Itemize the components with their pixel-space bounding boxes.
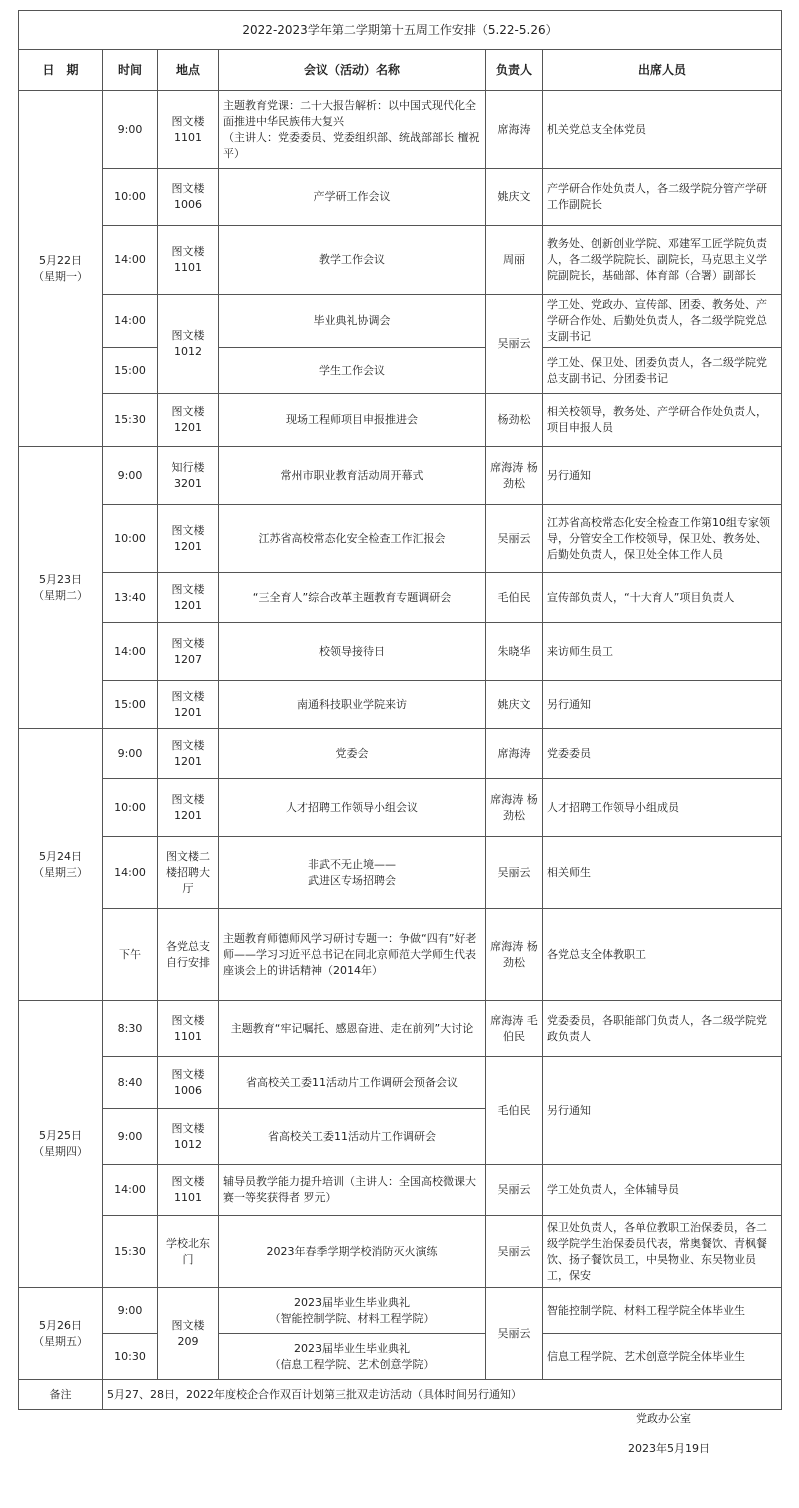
event-name-cell: 2023届毕业生毕业典礼 （智能控制学院、材料工程学院） <box>219 1288 486 1334</box>
event-name-cell: 教学工作会议 <box>219 226 486 295</box>
remarks-text: 5月27、28日，2022年度校企合作双百计划第三批双走访活动（具体时间另行通知） <box>103 1380 782 1410</box>
attendees-cell: 学工处负责人，全体辅导员 <box>543 1165 782 1216</box>
attendees-cell: 党委委员 <box>543 729 782 779</box>
owner-cell: 吴丽云 <box>486 1288 543 1380</box>
place-cell: 图文楼1201 <box>158 505 219 573</box>
owner-cell: 毛伯民 <box>486 573 543 623</box>
event-name-cell: 省高校关工委11活动片工作调研会 <box>219 1109 486 1165</box>
attendees-cell: 保卫处负责人，各单位教职工治保委员，各二级学院学生治保委员代表，常奥餐饮、青枫餐饮、扬子餐饮员工，中昊物业、东吴物业员工，保安 <box>543 1216 782 1288</box>
attendees-cell: 智能控制学院、材料工程学院全体毕业生 <box>543 1288 782 1334</box>
attendees-cell: 相关校领导，教务处、产学研合作处负责人，项目申报人员 <box>543 394 782 447</box>
header-date: 日 期 <box>19 50 103 91</box>
event-name-cell: 主题教育党课：二十大报告解析：以中国式现代化全面推进中华民族伟大复兴 （主讲人：党委委员、党委组织部、统战部部长 檀祝平） <box>219 91 486 169</box>
time-cell: 10:00 <box>103 505 158 573</box>
place-cell: 图文楼1006 <box>158 169 219 226</box>
date-cell: 5月23日 （星期二） <box>19 447 103 729</box>
owner-cell: 吴丽云 <box>486 505 543 573</box>
table-row <box>19 348 782 394</box>
event-name-cell: 南通科技职业学院来访 <box>219 681 486 729</box>
time-cell: 14:00 <box>103 1165 158 1216</box>
owner-cell: 席海涛 毛伯民 <box>486 1001 543 1057</box>
time-cell: 8:30 <box>103 1001 158 1057</box>
event-name-cell: 毕业典礼协调会 <box>219 295 486 348</box>
time-cell: 10:00 <box>103 169 158 226</box>
place-cell: 图文楼209 <box>158 1288 219 1380</box>
place-cell: 图文楼二楼招聘大厅 <box>158 837 219 909</box>
event-name-cell: 学生工作会议 <box>219 348 486 394</box>
date-cell: 5月25日 （星期四） <box>19 1001 103 1288</box>
owner-cell: 席海涛 <box>486 91 543 169</box>
schedule-table <box>18 10 782 1410</box>
attendees-cell: 各党总支全体教职工 <box>543 909 782 1001</box>
owner-cell: 姚庆文 <box>486 169 543 226</box>
place-cell: 图文楼1101 <box>158 226 219 295</box>
event-name-cell: 人才招聘工作领导小组会议 <box>219 779 486 837</box>
owner-cell: 席海涛 杨劲松 <box>486 779 543 837</box>
time-cell: 9:00 <box>103 447 158 505</box>
attendees-cell: 另行通知 <box>543 681 782 729</box>
table-row <box>19 837 782 909</box>
time-cell: 下午 <box>103 909 158 1001</box>
attendees-cell: 产学研合作处负责人，各二级学院分管产学研工作副院长 <box>543 169 782 226</box>
event-name-cell: 江苏省高校常态化安全检查工作汇报会 <box>219 505 486 573</box>
event-name-cell: 主题教育师德师风学习研讨专题一：争做“四有”好老师——学习习近平总书记在同北京师范大学师生代表座谈会上的讲话精神（2014年） <box>219 909 486 1001</box>
time-cell: 14:00 <box>103 295 158 348</box>
table-row <box>19 681 782 729</box>
attendees-cell: 学工处、党政办、宣传部、团委、教务处、产学研合作处、后勤处负责人，各二级学院党总支副书记 <box>543 295 782 348</box>
time-cell: 14:00 <box>103 226 158 295</box>
event-name-cell: 常州市职业教育活动周开幕式 <box>219 447 486 505</box>
owner-cell: 吴丽云 <box>486 837 543 909</box>
owner-cell: 吴丽云 <box>486 1165 543 1216</box>
time-cell: 9:00 <box>103 91 158 169</box>
table-row <box>19 1288 782 1334</box>
time-cell: 9:00 <box>103 1288 158 1334</box>
place-cell: 图文楼1012 <box>158 295 219 394</box>
time-cell: 15:30 <box>103 394 158 447</box>
time-cell: 10:30 <box>103 1334 158 1380</box>
event-name-cell: 非武不无止境—— 武进区专场招聘会 <box>219 837 486 909</box>
place-cell: 图文楼1201 <box>158 681 219 729</box>
table-row <box>19 623 782 681</box>
owner-cell: 杨劲松 <box>486 394 543 447</box>
time-cell: 8:40 <box>103 1057 158 1109</box>
remarks-row <box>19 1380 782 1410</box>
date-cell: 5月26日 （星期五） <box>19 1288 103 1380</box>
attendees-cell: 相关师生 <box>543 837 782 909</box>
attendees-cell: 另行通知 <box>543 447 782 505</box>
event-name-cell: 主题教育“牢记嘱托、感恩奋进、走在前列”大讨论 <box>219 1001 486 1057</box>
table-row <box>19 1165 782 1216</box>
attendees-cell: 人才招聘工作领导小组成员 <box>543 779 782 837</box>
event-name-cell: 产学研工作会议 <box>219 169 486 226</box>
owner-cell: 席海涛 <box>486 729 543 779</box>
time-cell: 10:00 <box>103 779 158 837</box>
place-cell: 图文楼1201 <box>158 729 219 779</box>
event-name-cell: 校领导接待日 <box>219 623 486 681</box>
owner-cell: 周丽 <box>486 226 543 295</box>
place-cell: 图文楼1101 <box>158 91 219 169</box>
attendees-cell: 机关党总支全体党员 <box>543 91 782 169</box>
owner-cell: 吴丽云 <box>486 295 543 394</box>
attendees-cell: 另行通知 <box>543 1057 782 1165</box>
attendees-cell: 来访师生员工 <box>543 623 782 681</box>
place-cell: 图文楼1101 <box>158 1001 219 1057</box>
table-row <box>19 1057 782 1109</box>
event-name-cell: 省高校关工委11活动片工作调研会预备会议 <box>219 1057 486 1109</box>
time-cell: 15:00 <box>103 348 158 394</box>
issuing-office: 党政办公室 <box>636 1412 691 1425</box>
time-cell: 14:00 <box>103 623 158 681</box>
attendees-cell: 教务处、创新创业学院、邓建军工匠学院负责人，各二级学院院长、副院长，马克思主义学院副院长，基础部、体育部（合署）副部长 <box>543 226 782 295</box>
owner-cell: 朱晓华 <box>486 623 543 681</box>
event-name-cell: 辅导员教学能力提升培训（主讲人：全国高校微课大赛一等奖获得者 罗元） <box>219 1165 486 1216</box>
time-cell: 14:00 <box>103 837 158 909</box>
table-row <box>19 226 782 295</box>
table-row <box>19 909 782 1001</box>
place-cell: 图文楼1201 <box>158 573 219 623</box>
header-owner: 负责人 <box>486 50 543 91</box>
event-name-cell: “三全育人”综合改革主题教育专题调研会 <box>219 573 486 623</box>
event-name-cell: 2023届毕业生毕业典礼 （信息工程学院、艺术创意学院） <box>219 1334 486 1380</box>
table-row <box>19 1216 782 1288</box>
schedule-title: 2022-2023学年第二学期第十五周工作安排（5.22-5.26） <box>19 11 782 50</box>
table-row <box>19 169 782 226</box>
place-cell: 图文楼1012 <box>158 1109 219 1165</box>
time-cell: 15:00 <box>103 681 158 729</box>
header-name: 会议（活动）名称 <box>219 50 486 91</box>
date-cell: 5月24日 （星期三） <box>19 729 103 1001</box>
table-row <box>19 447 782 505</box>
place-cell: 知行楼3201 <box>158 447 219 505</box>
attendees-cell: 宣传部负责人，“十大育人”项目负责人 <box>543 573 782 623</box>
place-cell: 图文楼1101 <box>158 1165 219 1216</box>
remarks-label: 备注 <box>19 1380 103 1410</box>
owner-cell: 姚庆文 <box>486 681 543 729</box>
place-cell: 各党总支自行安排 <box>158 909 219 1001</box>
table-row <box>19 295 782 348</box>
table-row <box>19 779 782 837</box>
event-name-cell: 现场工程师项目申报推进会 <box>219 394 486 447</box>
time-cell: 9:00 <box>103 1109 158 1165</box>
table-row <box>19 91 782 169</box>
event-name-cell: 党委会 <box>219 729 486 779</box>
attendees-cell: 学工处、保卫处、团委负责人，各二级学院党总支副书记、分团委书记 <box>543 348 782 394</box>
header-attendees: 出席人员 <box>543 50 782 91</box>
time-cell: 9:00 <box>103 729 158 779</box>
place-cell: 图文楼1006 <box>158 1057 219 1109</box>
header-time: 时间 <box>103 50 158 91</box>
attendees-cell: 党委委员，各职能部门负责人，各二级学院党政负责人 <box>543 1001 782 1057</box>
place-cell: 图文楼1201 <box>158 779 219 837</box>
issue-date: 2023年5月19日 <box>628 1442 710 1455</box>
owner-cell: 吴丽云 <box>486 1216 543 1288</box>
time-cell: 13:40 <box>103 573 158 623</box>
owner-cell: 席海涛 杨劲松 <box>486 447 543 505</box>
table-row <box>19 505 782 573</box>
owner-cell: 毛伯民 <box>486 1057 543 1165</box>
table-row <box>19 729 782 779</box>
place-cell: 学校北东门 <box>158 1216 219 1288</box>
table-row <box>19 394 782 447</box>
place-cell: 图文楼1201 <box>158 394 219 447</box>
place-cell: 图文楼1207 <box>158 623 219 681</box>
header-place: 地点 <box>158 50 219 91</box>
time-cell: 15:30 <box>103 1216 158 1288</box>
table-row <box>19 1001 782 1057</box>
attendees-cell: 信息工程学院、艺术创意学院全体毕业生 <box>543 1334 782 1380</box>
table-row <box>19 573 782 623</box>
event-name-cell: 2023年春季学期学校消防灭火演练 <box>219 1216 486 1288</box>
attendees-cell: 江苏省高校常态化安全检查工作第10组专家领导，分管安全工作校领导，保卫处、教务处、后勤处负责人，保卫处全体工作人员 <box>543 505 782 573</box>
owner-cell: 席海涛 杨劲松 <box>486 909 543 1001</box>
table-row <box>19 1334 782 1380</box>
date-cell: 5月22日 （星期一） <box>19 91 103 447</box>
